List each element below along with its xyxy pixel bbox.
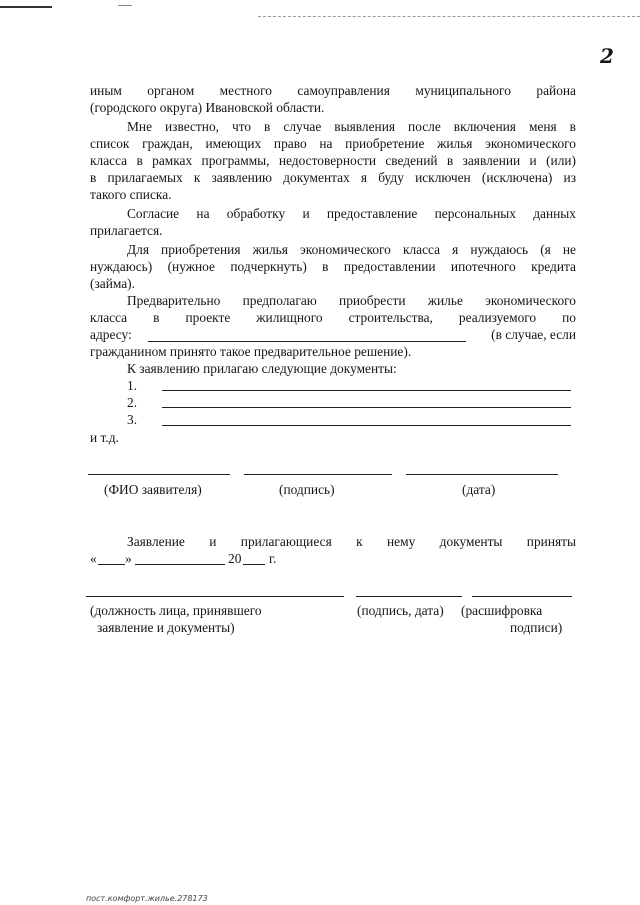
attachment-line-2[interactable]: [162, 407, 571, 408]
paragraph-mortgage-line2: нуждаюсь) (нужное подчеркнуть) в предоставлении ипотечного кредита: [90, 259, 576, 274]
paragraph-mortgage-line3: (займа).: [90, 276, 135, 291]
attachments-etc: и т.д.: [90, 430, 119, 445]
paragraph-awareness-line2: список граждан, имеющих право на приобретение жилья экономического: [90, 136, 576, 151]
date-line[interactable]: [406, 474, 558, 475]
attachment-number-2: 2.: [127, 395, 138, 410]
paragraph-awareness-line1: Мне известно, что в случае выявления после включения меня в: [127, 119, 576, 134]
page-number: 2: [600, 44, 614, 68]
attachment-number-1: 1.: [127, 378, 138, 393]
paragraph-awareness-line3: класса в рамках программы, недостоверности сведений в заявлении и (или): [90, 153, 576, 168]
paragraph-awareness-line4: в прилагаемых к заявлению документах я буду исключен (исключена) из: [90, 170, 576, 185]
scan-mark-top-dash: [118, 5, 132, 6]
fio-line[interactable]: [88, 474, 230, 475]
caption-signature: (подпись): [279, 482, 335, 497]
acceptance-text: Заявление и прилагающиеся к нему документы приняты: [127, 534, 576, 549]
caption-official-position-1: (должность лица, принявшего: [90, 603, 262, 618]
paragraph-consent-line2: прилагается.: [90, 223, 163, 238]
date-open-quote: «: [90, 551, 97, 566]
paragraph-authority-line2: (городского округа) Ивановской области.: [90, 100, 325, 115]
caption-official-sign-date: (подпись, дата): [357, 603, 444, 618]
attachment-line-3[interactable]: [162, 425, 571, 426]
year-suffix: г.: [269, 551, 277, 566]
attachment-number-3: 3.: [127, 412, 138, 427]
date-close-quote: »: [125, 551, 132, 566]
paragraph-authority-line1: иным органом местного самоуправления муниципального района: [90, 83, 576, 98]
official-sign-date-line[interactable]: [356, 596, 462, 597]
caption-date: (дата): [462, 482, 496, 497]
paragraph-consent-line1: Согласие на обработку и предоставление персональных данных: [127, 206, 576, 221]
address-suffix: (в случае, если: [491, 327, 576, 342]
attachments-intro: К заявлению прилагаю следующие документы:: [127, 361, 397, 376]
caption-official-position-2: заявление и документы): [97, 620, 235, 635]
attachment-line-1[interactable]: [162, 390, 571, 391]
scan-mark-top-left: [0, 6, 52, 8]
signature-line[interactable]: [244, 474, 392, 475]
year-prefix: 20: [228, 551, 242, 566]
paragraph-purchase-line1: Предварительно предполагаю приобрести жилье экономического: [127, 293, 576, 308]
caption-fio: (ФИО заявителя): [104, 482, 202, 497]
paragraph-purchase-line2: класса в проекте жилищного строительства, реализуемого по: [90, 310, 576, 325]
caption-official-decode-2: подписи): [510, 620, 563, 635]
caption-official-decode-1: (расшифровка: [461, 603, 543, 618]
scan-line-top-right: [258, 16, 640, 17]
address-field-line[interactable]: [148, 341, 466, 342]
paragraph-awareness-line5: такого списка.: [90, 187, 172, 202]
official-position-line[interactable]: [86, 596, 344, 597]
footer-file-stamp: пост.комфорт.жилье.278173: [86, 894, 208, 903]
day-field-line[interactable]: [98, 564, 125, 565]
paragraph-purchase-line4: гражданином принято такое предварительное решение).: [90, 344, 412, 359]
year-field-line[interactable]: [243, 564, 265, 565]
paragraph-mortgage-line1: Для приобретения жилья экономического класса я нуждаюсь (я не: [127, 242, 576, 257]
official-decode-line[interactable]: [472, 596, 572, 597]
address-label: адресу:: [90, 327, 132, 342]
month-field-line[interactable]: [135, 564, 225, 565]
